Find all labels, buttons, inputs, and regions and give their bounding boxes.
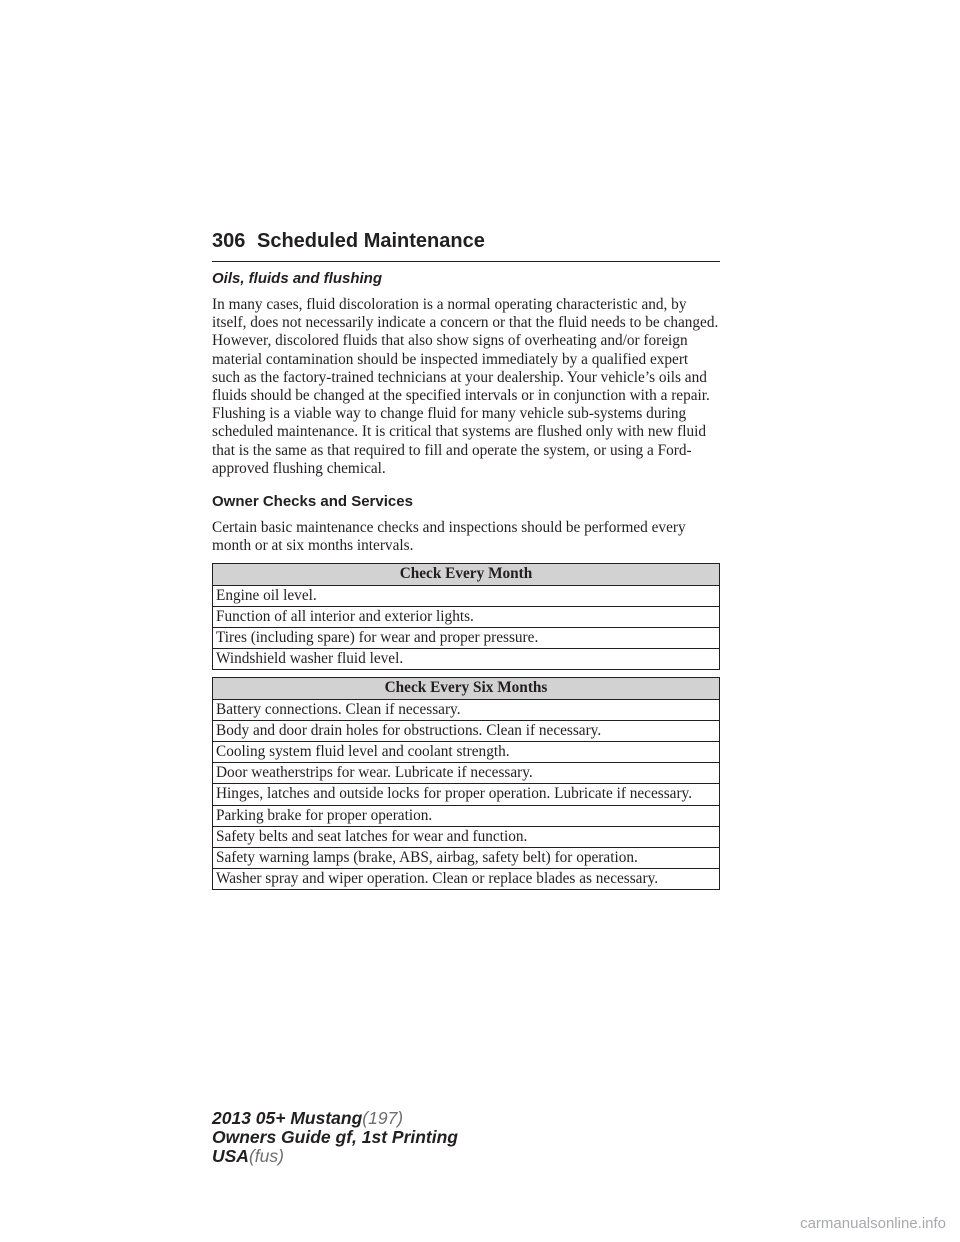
table-row: [213, 763, 720, 784]
table-row: [213, 869, 720, 890]
table-cell: Body and door drain holes for obstructions. Clean if necessary.: [213, 720, 720, 741]
watermark-link[interactable]: carmanualsonline.info: [800, 1215, 946, 1232]
table-cell: Door weatherstrips for wear. Lubricate if necessary.: [213, 763, 720, 784]
table-row: [213, 826, 720, 847]
six-month-checks-table: [212, 677, 720, 890]
table-row: [213, 628, 720, 649]
page-content: [212, 270, 720, 890]
table-cell: Function of all interior and exterior lights.: [213, 606, 720, 627]
footer-market: USA: [212, 1146, 249, 1166]
table-row: [213, 649, 720, 670]
six-month-table-header: Check Every Six Months: [213, 678, 720, 699]
table-row: [213, 606, 720, 627]
footer-printing: Owners Guide gf, 1st Printing: [212, 1127, 458, 1147]
table-cell: Hinges, latches and outside locks for proper operation. Lubricate if necessary.: [213, 784, 720, 805]
table-row: [213, 699, 720, 720]
table-cell: Windshield washer fluid level.: [213, 649, 720, 670]
monthly-checks-table: [212, 563, 720, 670]
table-cell: Parking brake for proper operation.: [213, 805, 720, 826]
footer-page-code: (197): [362, 1108, 404, 1128]
page-header: [212, 228, 720, 262]
table-row: [213, 784, 720, 805]
footer-model: 2013 05+ Mustang: [212, 1108, 363, 1128]
owner-checks-heading: Owner Checks and Services: [212, 493, 413, 511]
table-row: [213, 848, 720, 869]
table-row: [213, 805, 720, 826]
print-footer: [212, 1109, 458, 1166]
owner-checks-paragraph: Certain basic maintenance checks and inspections should be performed every month or at six months intervals.: [212, 519, 686, 555]
section-title: Scheduled Maintenance: [257, 230, 485, 252]
oils-paragraph: In many cases, fluid discoloration is a normal operating characteristic and, by itself, does not necessarily indicate a concern or that the fluid needs to be changed. However, discolored fluids that also show signs of overheating and/or foreign material contamination should be inspected immediately by a qualified expert such as the factory-trained technicians at your dealership. Your vehicle’s oils and fluids should be changed at the specified intervals or in conjunction with a repair. Flushing is a viable way to change fluid for many vehicle sub-systems during scheduled maintenance. It is critical that systems are flushed only with new fluid that is the same as that required to fill and operate the system, or using a Ford-approved flushing chemical.: [212, 296, 719, 477]
table-cell: Engine oil level.: [213, 585, 720, 606]
table-row: [213, 742, 720, 763]
table-cell: Safety warning lamps (brake, ABS, airbag, safety belt) for operation.: [213, 848, 720, 869]
table-cell: Cooling system fluid level and coolant strength.: [213, 742, 720, 763]
table-cell: Battery connections. Clean if necessary.: [213, 699, 720, 720]
page-number: 306: [212, 230, 246, 252]
monthly-table-header: Check Every Month: [213, 564, 720, 585]
table-row: [213, 720, 720, 741]
table-cell: Washer spray and wiper operation. Clean or replace blades as necessary.: [213, 869, 720, 890]
table-row: [213, 585, 720, 606]
table-cell: Safety belts and seat latches for wear and function.: [213, 826, 720, 847]
table-cell: Tires (including spare) for wear and proper pressure.: [213, 628, 720, 649]
oils-heading: Oils, fluids and flushing: [212, 270, 383, 287]
footer-market-code: (fus): [248, 1146, 284, 1166]
